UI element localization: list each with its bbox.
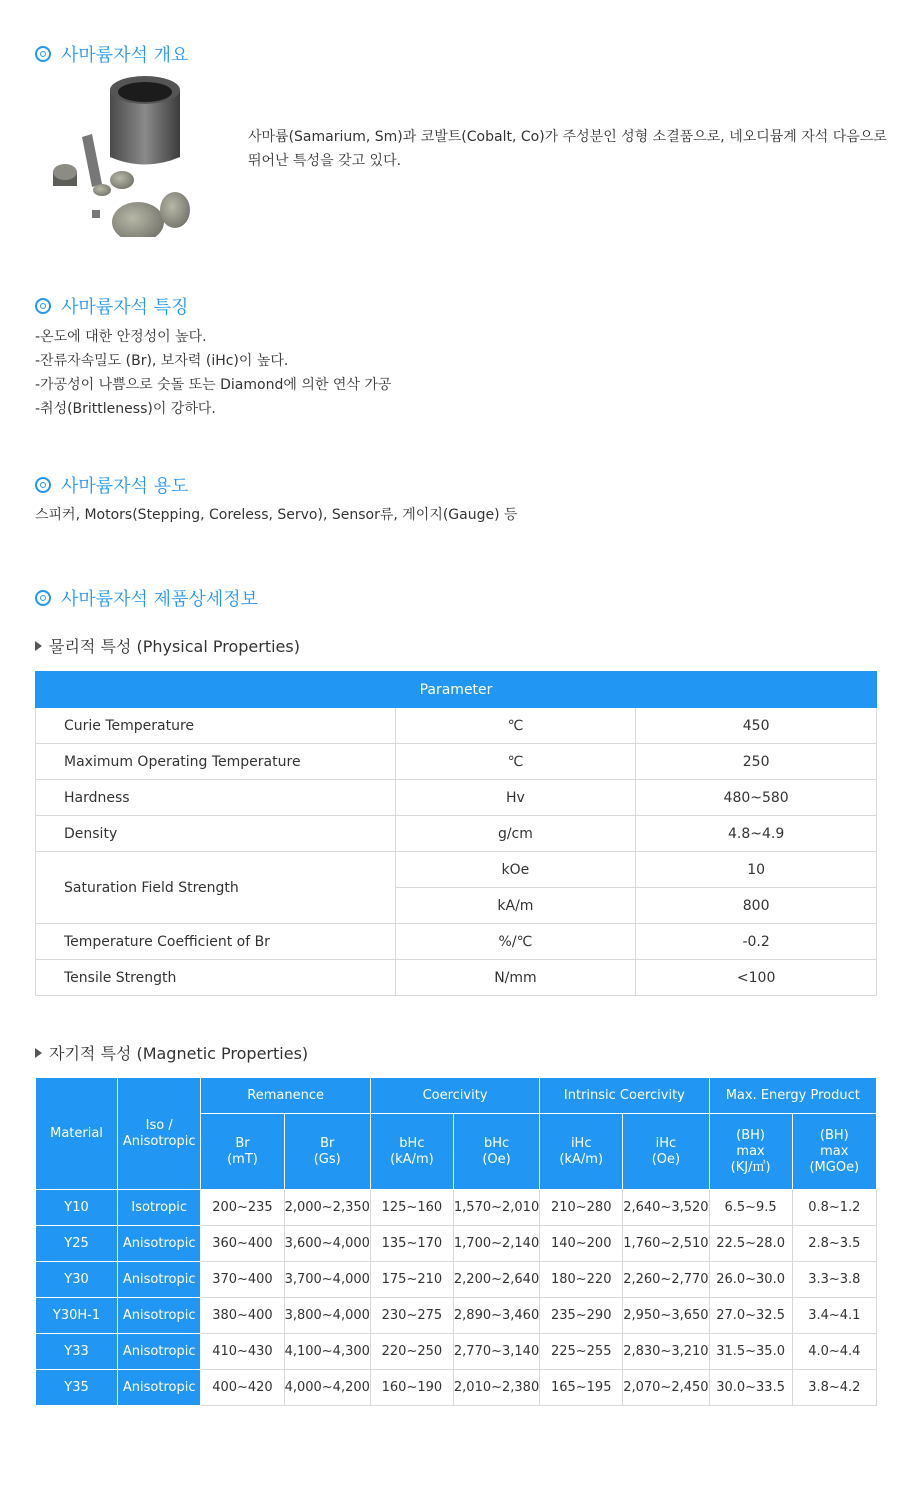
- value-cell: 0.8~1.2: [792, 1190, 876, 1226]
- iso-cell: Anisotropic: [118, 1226, 201, 1262]
- table-row: [36, 924, 877, 960]
- value-cell: 2,830~3,210: [623, 1334, 709, 1370]
- overview-heading: [35, 41, 188, 67]
- table-row: [36, 816, 877, 852]
- circle-bullet-icon: [35, 298, 51, 314]
- triangle-right-icon: [35, 1048, 42, 1058]
- table-row: [36, 1190, 877, 1226]
- value-cell: 3.3~3.8: [792, 1262, 876, 1298]
- value-cell: 2.8~3.5: [792, 1226, 876, 1262]
- features-list: [35, 325, 391, 421]
- magnetic-properties-table: [35, 1077, 877, 1406]
- overview-desc-line-2: 뛰어난 특성을 갖고 있다.: [248, 153, 402, 169]
- property-value: 800: [636, 888, 877, 924]
- property-unit: g/cm: [395, 816, 636, 852]
- table-header-row: [36, 1078, 877, 1114]
- feature-item: -온도에 대한 안정성이 높다.: [35, 329, 207, 345]
- table-row: [36, 780, 877, 816]
- material-cell: Y33: [36, 1334, 118, 1370]
- property-value: <100: [636, 960, 877, 996]
- detail-heading: [35, 585, 258, 611]
- value-cell: 3,800~4,000: [284, 1298, 370, 1334]
- property-value: 480~580: [636, 780, 877, 816]
- property-unit: N/mm: [395, 960, 636, 996]
- features-heading: [35, 293, 188, 319]
- coercivity-header: Coercivity: [370, 1078, 539, 1114]
- value-cell: 31.5~35.0: [709, 1334, 792, 1370]
- table-row: [36, 1334, 877, 1370]
- material-cell: Y25: [36, 1226, 118, 1262]
- property-label: Hardness: [36, 780, 396, 816]
- physical-properties-table: [35, 671, 877, 996]
- value-cell: 125~160: [370, 1190, 453, 1226]
- intrinsic-coercivity-header: Intrinsic Coercivity: [540, 1078, 709, 1114]
- table-row: [36, 1226, 877, 1262]
- parameter-header: Parameter: [36, 672, 877, 708]
- overview-desc-line-1: 사마륨(Samarium, Sm)과 코발트(Cobalt, Co)가 주성분인 성형 소결품으로, 네오디뮴계 자석 다음으로: [248, 129, 887, 145]
- table-header-row: [36, 672, 877, 708]
- value-cell: 3,700~4,000: [284, 1262, 370, 1298]
- material-cell: Y35: [36, 1370, 118, 1406]
- table-row: [36, 1298, 877, 1334]
- value-cell: 2,890~3,460: [453, 1298, 539, 1334]
- value-cell: 2,000~2,350: [284, 1190, 370, 1226]
- circle-bullet-icon: [35, 590, 51, 606]
- sub-header: (BH) max (KJ/㎥): [709, 1114, 792, 1190]
- circle-bullet-icon: [35, 46, 51, 62]
- property-unit: Hv: [395, 780, 636, 816]
- property-label: Density: [36, 816, 396, 852]
- property-label: Maximum Operating Temperature: [36, 744, 396, 780]
- value-cell: 1,700~2,140: [453, 1226, 539, 1262]
- sub-header: bHc (kA/m): [370, 1114, 453, 1190]
- value-cell: 4.0~4.4: [792, 1334, 876, 1370]
- usage-heading: [35, 472, 188, 498]
- value-cell: 2,010~2,380: [453, 1370, 539, 1406]
- material-header: Material: [36, 1078, 118, 1190]
- value-cell: 165~195: [540, 1370, 623, 1406]
- iso-cell: Anisotropic: [118, 1370, 201, 1406]
- value-cell: 2,260~2,770: [623, 1262, 709, 1298]
- value-cell: 410~430: [201, 1334, 284, 1370]
- table-row: [36, 1370, 877, 1406]
- sub-header: (BH) max (MGOe): [792, 1114, 876, 1190]
- value-cell: 27.0~32.5: [709, 1298, 792, 1334]
- features-title: 사마륨자석 특징: [61, 297, 189, 318]
- material-cell: Y30H-1: [36, 1298, 118, 1334]
- property-value: 450: [636, 708, 877, 744]
- table-row: [36, 744, 877, 780]
- physical-subtitle: 물리적 특성 (Physical Properties): [49, 637, 300, 656]
- feature-item: -가공성이 나쁨으로 숫돌 또는 Diamond에 의한 연삭 가공: [35, 377, 392, 393]
- property-value: 10: [636, 852, 877, 888]
- value-cell: 140~200: [540, 1226, 623, 1262]
- value-cell: 2,770~3,140: [453, 1334, 539, 1370]
- iso-cell: Anisotropic: [118, 1334, 201, 1370]
- overview-description: [248, 125, 888, 173]
- triangle-right-icon: [35, 641, 42, 651]
- value-cell: 3,600~4,000: [284, 1226, 370, 1262]
- table-row: [36, 852, 877, 888]
- sub-header: Br (mT): [201, 1114, 284, 1190]
- property-value: -0.2: [636, 924, 877, 960]
- circle-bullet-icon: [35, 477, 51, 493]
- detail-title: 사마륨자석 제품상세정보: [61, 589, 258, 610]
- property-label: Curie Temperature: [36, 708, 396, 744]
- value-cell: 30.0~33.5: [709, 1370, 792, 1406]
- material-cell: Y30: [36, 1262, 118, 1298]
- property-unit: ℃: [395, 708, 636, 744]
- sub-header: iHc (kA/m): [540, 1114, 623, 1190]
- magnetic-subtitle: 자기적 특성 (Magnetic Properties): [49, 1044, 309, 1063]
- value-cell: 225~255: [540, 1334, 623, 1370]
- sub-header: Br (Gs): [284, 1114, 370, 1190]
- property-unit: %/℃: [395, 924, 636, 960]
- value-cell: 2,640~3,520: [623, 1190, 709, 1226]
- material-cell: Y10: [36, 1190, 118, 1226]
- samarium-magnet-image: [40, 72, 200, 237]
- sub-header: bHc (Oe): [453, 1114, 539, 1190]
- property-label: Temperature Coefficient of Br: [36, 924, 396, 960]
- value-cell: 2,950~3,650: [623, 1298, 709, 1334]
- value-cell: 2,070~2,450: [623, 1370, 709, 1406]
- table-row: [36, 960, 877, 996]
- property-unit: ℃: [395, 744, 636, 780]
- value-cell: 2,200~2,640: [453, 1262, 539, 1298]
- value-cell: 22.5~28.0: [709, 1226, 792, 1262]
- value-cell: 175~210: [370, 1262, 453, 1298]
- value-cell: 26.0~30.0: [709, 1262, 792, 1298]
- property-unit: kOe: [395, 852, 636, 888]
- value-cell: 220~250: [370, 1334, 453, 1370]
- value-cell: 400~420: [201, 1370, 284, 1406]
- table-row: [36, 708, 877, 744]
- usage-text: 스피커, Motors(Stepping, Coreless, Servo), Sensor류, 게이지(Gauge) 등: [35, 507, 518, 523]
- value-cell: 200~235: [201, 1190, 284, 1226]
- sub-header: iHc (Oe): [623, 1114, 709, 1190]
- feature-item: -잔류자속밀도 (Br), 보자력 (iHc)이 높다.: [35, 353, 289, 369]
- property-value: 250: [636, 744, 877, 780]
- usage-title: 사마륨자석 용도: [61, 476, 189, 497]
- feature-item: -취성(Brittleness)이 강하다.: [35, 401, 216, 417]
- iso-header: Iso / Anisotropic: [118, 1078, 201, 1190]
- value-cell: 4,100~4,300: [284, 1334, 370, 1370]
- value-cell: 370~400: [201, 1262, 284, 1298]
- property-label: Saturation Field Strength: [36, 852, 396, 924]
- remanence-header: Remanence: [201, 1078, 371, 1114]
- overview-title: 사마륨자석 개요: [61, 45, 189, 66]
- value-cell: 235~290: [540, 1298, 623, 1334]
- value-cell: 230~275: [370, 1298, 453, 1334]
- max-energy-header: Max. Energy Product: [709, 1078, 876, 1114]
- property-label: Tensile Strength: [36, 960, 396, 996]
- value-cell: 3.4~4.1: [792, 1298, 876, 1334]
- value-cell: 6.5~9.5: [709, 1190, 792, 1226]
- value-cell: 1,760~2,510: [623, 1226, 709, 1262]
- table-row: [36, 1262, 877, 1298]
- value-cell: 3.8~4.2: [792, 1370, 876, 1406]
- value-cell: 135~170: [370, 1226, 453, 1262]
- value-cell: 360~400: [201, 1226, 284, 1262]
- value-cell: 160~190: [370, 1370, 453, 1406]
- iso-cell: Anisotropic: [118, 1298, 201, 1334]
- iso-cell: Anisotropic: [118, 1262, 201, 1298]
- physical-subheading: [35, 634, 300, 657]
- value-cell: 210~280: [540, 1190, 623, 1226]
- iso-cell: Isotropic: [118, 1190, 201, 1226]
- value-cell: 1,570~2,010: [453, 1190, 539, 1226]
- property-value: 4.8~4.9: [636, 816, 877, 852]
- property-unit: kA/m: [395, 888, 636, 924]
- value-cell: 380~400: [201, 1298, 284, 1334]
- value-cell: 4,000~4,200: [284, 1370, 370, 1406]
- value-cell: 180~220: [540, 1262, 623, 1298]
- magnetic-subheading: [35, 1041, 308, 1064]
